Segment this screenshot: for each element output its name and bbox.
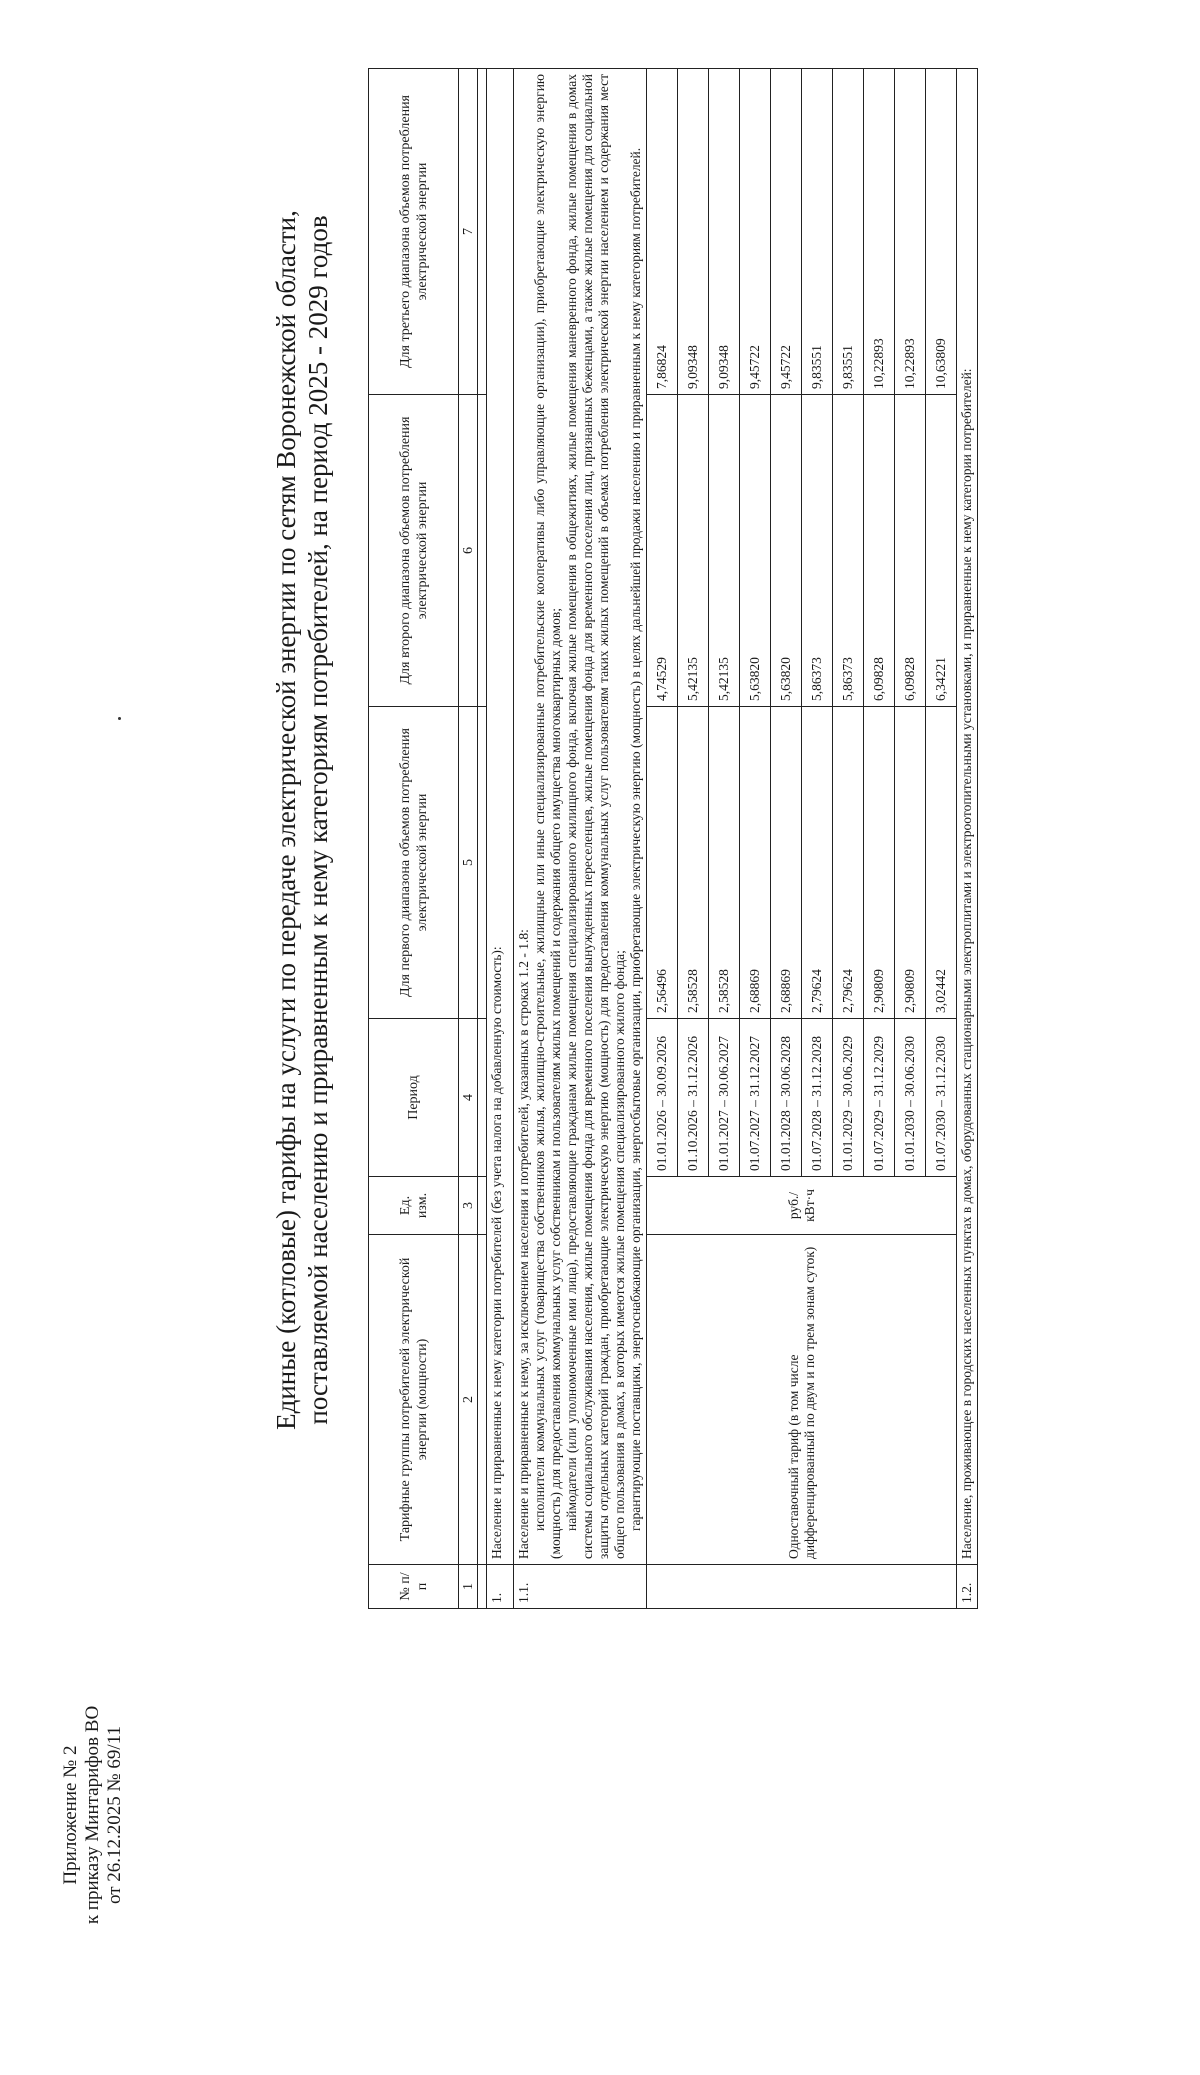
row-number: 1.2.	[957, 1565, 978, 1609]
header-cell: Ед. изм.	[369, 1177, 459, 1235]
document-title	[270, 195, 334, 1445]
value-cell: 9,45722	[771, 69, 802, 395]
value-cell: 2,58528	[709, 707, 740, 1019]
value-cell: 2,58528	[678, 707, 709, 1019]
column-number: 2	[459, 1235, 478, 1565]
scan-dot	[118, 717, 121, 720]
period-cell: 01.07.2030 – 31.12.2030	[926, 1019, 957, 1177]
empty-number-cell	[647, 1565, 957, 1609]
description-paragraph: исполнители коммунальных услуг (товарищества собственников жилья, жилищно-строительные, жилищные или иные специализированные потребительские кооперативы либо управляющие организации), приобретающие электрическую энергию (мощность) для предоставления коммунальных услуг собственникам и пользователям жилых помещений и содержания общего имущества многоквартирных домов;	[532, 74, 563, 1559]
value-cell: 9,83551	[833, 69, 864, 395]
value-cell: 9,83551	[802, 69, 833, 395]
section-row-1-2	[957, 69, 978, 1609]
appendix-block	[60, 1555, 126, 2075]
header-cell: Период	[369, 1019, 459, 1177]
section-row-1	[487, 69, 514, 1609]
title-line: поставляемой населению и приравненным к нему категориям потребителей, на период 2025 - 2029 годов	[303, 215, 333, 1425]
period-cell: 01.07.2029 – 31.12.2029	[864, 1019, 895, 1177]
value-cell: 10,63809	[926, 69, 957, 395]
column-number: 4	[459, 1019, 478, 1177]
header-cell: Для третьего диапазона объемов потребления электрической энергии	[369, 69, 459, 395]
description-paragraph: гарантирующие поставщики, энергоснабжающие организации, энергосбытовые организации, приобретающие электрическую энергию (мощность) в целях дальнейшей продажи населению и приравненным к нему категориям потребителей.	[628, 147, 643, 1531]
value-cell: 5,86373	[833, 395, 864, 707]
value-cell: 5,42135	[709, 395, 740, 707]
tariff-label: Одноставочный тариф (в том числе дифференцированный по двум и по трем зонам суток)	[647, 1235, 957, 1565]
tariff-table	[368, 68, 978, 1609]
value-cell: 9,09348	[678, 69, 709, 395]
appendix-line: Приложение № 2	[60, 1745, 81, 1885]
column-number: 3	[459, 1177, 478, 1235]
period-cell: 01.07.2027 – 31.12.2027	[740, 1019, 771, 1177]
period-cell: 01.10.2026 – 31.12.2026	[678, 1019, 709, 1177]
period-cell: 01.07.2028 – 31.12.2028	[802, 1019, 833, 1177]
section-description	[514, 69, 647, 1565]
value-cell: 6,09828	[895, 395, 926, 707]
header-cell: Для первого диапазона объемов потребления электрической энергии	[369, 707, 459, 1019]
header-cell: № п/п	[369, 1565, 459, 1609]
value-cell: 5,86373	[802, 395, 833, 707]
value-cell: 5,63820	[740, 395, 771, 707]
period-cell: 01.01.2029 – 30.06.2029	[833, 1019, 864, 1177]
column-number: 6	[459, 395, 478, 707]
description-paragraph: наймодатели (или уполномоченные ими лица), предоставляющие гражданам жилые помещения специализированного жилищного фонда, включая жилые помещения в общежитиях, жилые помещения маневренного фонда, жилые помещения в домах системы социального обслуживания населения, жилые помещения фонда для временного поселения вынужденных переселенцев, жилые помещения фонда для временного поселения лиц, признанных беженцами, а также жилые помещения для социальной защиты отдельных категорий граждан, приобретающие электрическую энергию (мощность) для предоставления коммунальных услуг пользователям таких жилых помещений в объемах потребления электрической энергии населением и содержания мест общего пользования в домах, в которых имеются жилые помещения специализированного жилого фонда;	[564, 74, 627, 1559]
column-number: 7	[459, 69, 478, 395]
value-cell: 9,09348	[709, 69, 740, 395]
period-cell: 01.01.2030 – 30.06.2030	[895, 1019, 926, 1177]
section-row-1-1	[514, 69, 647, 1609]
section-text: Население и приравненные к нему категории потребителей (без учета налога на добавленную стоимость):	[487, 69, 514, 1565]
section-text: Население, проживающее в городских населенных пунктах в домах, оборудованных стационарными электроплитами и электроотопительными установками, и приравненные к нему категории потребителей:	[957, 69, 978, 1565]
row-number: 1.	[487, 1565, 514, 1609]
table-row	[647, 69, 678, 1609]
value-cell: 6,34221	[926, 395, 957, 707]
title-line: Единые (котловые) тарифы на услуги по передаче электрической энергии по сетям Воронежской области,	[271, 210, 301, 1430]
value-cell: 2,68869	[740, 707, 771, 1019]
value-cell: 2,56496	[647, 707, 678, 1019]
header-row	[369, 69, 459, 1609]
value-cell: 2,90809	[864, 707, 895, 1019]
header-cell: Для второго диапазона объемов потребления электрической энергии	[369, 395, 459, 707]
value-cell: 6,09828	[864, 395, 895, 707]
value-cell: 7,86824	[647, 69, 678, 395]
period-cell: 01.01.2026 – 30.09.2026	[647, 1019, 678, 1177]
value-cell: 2,68869	[771, 707, 802, 1019]
value-cell: 10,22893	[864, 69, 895, 395]
value-cell: 2,79624	[833, 707, 864, 1019]
column-number-row	[459, 69, 478, 1609]
appendix-line: к приказу Минтарифов ВО	[82, 1705, 103, 1925]
appendix-line: от 26.12.2025 № 69/11	[104, 1726, 125, 1905]
description-paragraph: Население и приравненные к нему, за исключением населения и потребителей, указанных в строках 1.2 - 1.8:	[516, 929, 531, 1559]
row-number: 1.1.	[514, 1565, 647, 1609]
spacer-row	[478, 69, 487, 1609]
column-number: 1	[459, 1565, 478, 1609]
value-cell: 2,90809	[895, 707, 926, 1019]
column-number: 5	[459, 707, 478, 1019]
header-cell: Тарифные группы потребителей электрической энергии (мощности)	[369, 1235, 459, 1565]
period-cell: 01.01.2028 – 30.06.2028	[771, 1019, 802, 1177]
value-cell: 2,79624	[802, 707, 833, 1019]
value-cell: 5,63820	[771, 395, 802, 707]
value-cell: 10,22893	[895, 69, 926, 395]
unit-cell: руб./ кВт·ч	[647, 1177, 957, 1235]
value-cell: 5,42135	[678, 395, 709, 707]
value-cell: 9,45722	[740, 69, 771, 395]
period-cell: 01.01.2027 – 30.06.2027	[709, 1019, 740, 1177]
value-cell: 3,02442	[926, 707, 957, 1019]
value-cell: 4,74529	[647, 395, 678, 707]
